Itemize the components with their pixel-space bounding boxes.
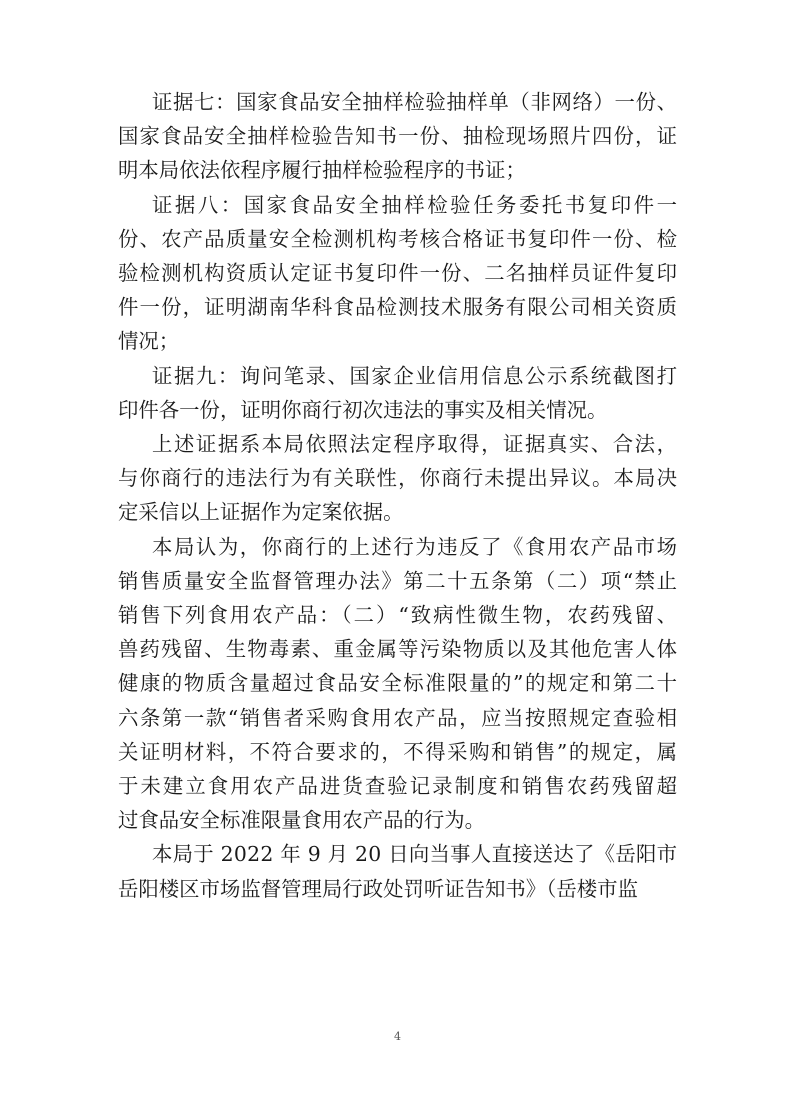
text-line: 国家食品安全抽样检验告知书一份、抽检现场照片四份，证 xyxy=(118,124,679,149)
text-line: 验检测机构资质认定证书复印件一份、二名抽样员证件复印 xyxy=(118,261,679,285)
text-line: 本局于 2022 年 9 月 20 日向当事人直接送达了《岳阳市 xyxy=(152,842,678,867)
text-line: 证据七：国家食品安全抽样检验抽样单（非网络）一份、 xyxy=(152,90,678,114)
text-line: 兽药残留、生物毒素、重金属等污染物质以及其他危害人体 xyxy=(118,637,679,662)
text-line: 关证明材料，不符合要求的，不得采购和销售”的规定，属 xyxy=(118,739,679,764)
text-line: 件一份，证明湖南华科食品检测技术服务有限公司相关资质 xyxy=(118,295,679,320)
text-line: 岳阳楼区市场监督管理局行政处罚听证告知书》（岳楼市监 xyxy=(118,876,638,901)
text-line: 明本局依法依程序履行抽样检验程序的书证； xyxy=(118,158,526,183)
page-number: 4 xyxy=(394,1030,401,1043)
text-line: 于未建立食用农产品进货查验记录制度和销售农药残留超 xyxy=(118,774,680,798)
text-line: 证据九：询问笔录、国家企业信用信息公示系统截图打 xyxy=(152,363,679,388)
text-line: 上述证据系本局依照法定程序取得，证据真实、合法， xyxy=(152,432,679,456)
text-line: 本局认为，你商行的上述行为违反了《食用农产品市场 xyxy=(152,534,679,559)
text-line: 定采信以上证据作为定案依据。 xyxy=(118,500,404,525)
text-line: 健康的物质含量超过食品安全标准限量的”的规定和第二十 xyxy=(118,671,679,696)
text-line: 印件各一份，证明你商行初次违法的事实及相关情况。 xyxy=(118,397,608,422)
text-line: 销售下列食用农产品：（二）“致病性微生物，农药残留、 xyxy=(118,603,679,627)
text-line: 证据八：国家食品安全抽样检验任务委托书复印件一 xyxy=(152,192,680,217)
text-line: 过食品安全标准限量食用农产品的行为。 xyxy=(118,808,486,833)
text-line: 销售质量安全监督管理办法》第二十五条第（二）项“禁止 xyxy=(118,568,679,593)
text-line: 六条第一款“销售者采购食用农产品，应当按照规定查验相 xyxy=(118,705,679,730)
text-line: 份、农产品质量安全检测机构考核合格证书复印件一份、检 xyxy=(118,226,679,251)
text-line: 情况； xyxy=(118,329,180,354)
text-line: 与你商行的违法行为有关联性，你商行未提出异议。本局决 xyxy=(118,466,679,491)
